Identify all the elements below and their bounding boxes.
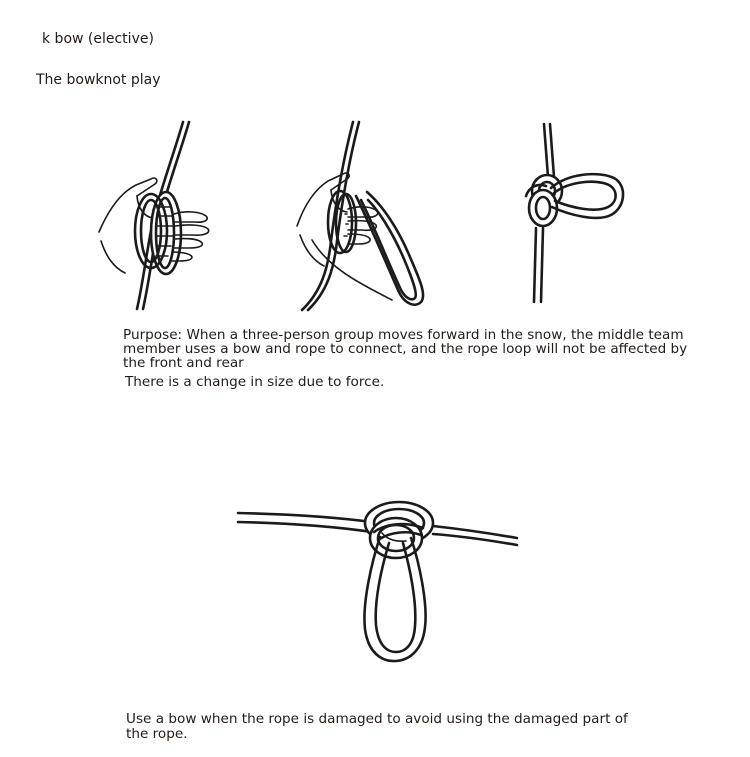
- page-subtitle: The bowknot play: [36, 72, 161, 88]
- page-title: k bow (elective): [42, 31, 154, 47]
- step-two-illustration: [294, 118, 434, 316]
- step-three-illustration: [517, 119, 629, 309]
- step-one-illustration: [96, 118, 222, 314]
- damaged-rope-bowline-illustration: [235, 493, 521, 666]
- purpose-continuation-text: There is a change in size due to force.: [125, 374, 385, 390]
- damaged-rope-note: Use a bow when the rope is damaged to avoid using the damaged part of the rope.: [126, 711, 628, 742]
- purpose-text: Purpose: When a three-person group moves forward in the snow, the middle team member uses a bow and rope to connect, and the rope loop will not be affected by the front and rear: [123, 327, 688, 371]
